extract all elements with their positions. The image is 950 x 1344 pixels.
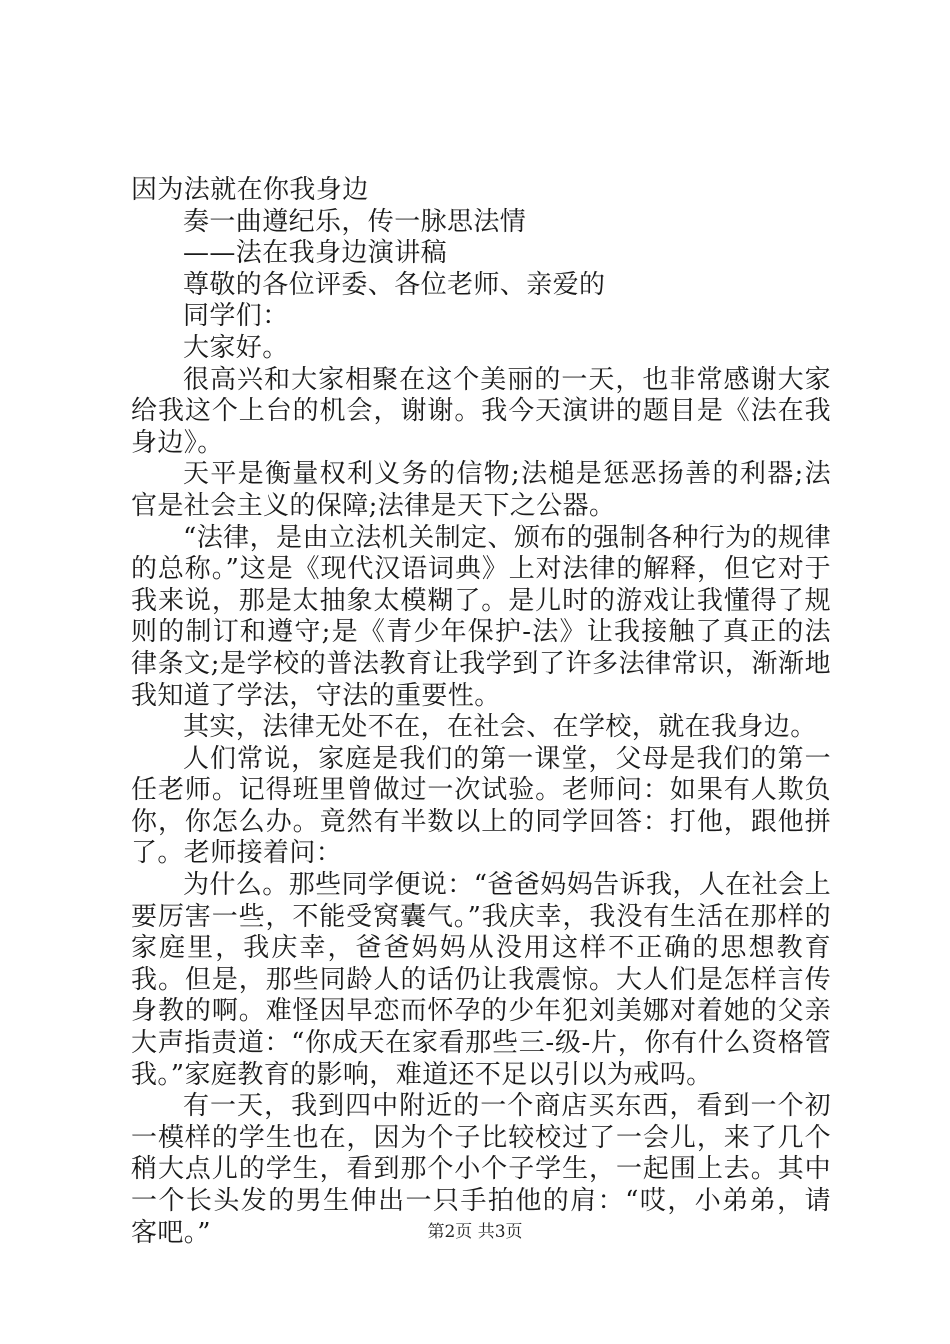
paragraph-2: 奏一曲遵纪乐，传一脉思法情	[183, 206, 527, 237]
page-footer: 第2页 共3页	[427, 1222, 523, 1242]
paragraph-3: ——法在我身边演讲稿	[183, 238, 448, 269]
paragraph-8: 天平是衡量权利义务的信物;法槌是惩恶扬善的利器;法官是社会主义的保障;法律是天下之公器。	[131, 459, 831, 521]
paragraph-1: 因为法就在你我身边	[131, 175, 369, 205]
paragraph-7: 很高兴和大家相聚在这个美丽的一天，也非常感谢大家给我这个上台的机会，谢谢。我今天演讲的题目是《法在我身边》。	[131, 364, 831, 458]
paragraph-10: 其实，法律无处不在，在社会、在学校，就在我身边。	[183, 712, 817, 743]
paragraph-6: 大家好。	[183, 332, 289, 363]
document-body	[131, 175, 831, 1249]
paragraph-9: “法律，是由立法机关制定、颁布的强制各种行为的规律的总称。”这是《现代汉语词典》上对法律的解释，但它对于我来说，那是太抽象太模糊了。是儿时的游戏让我懂得了规则的制订和遵守;是《青少年保护-法》让我接触了真正的法律条文;是学校的普法教育让我学到了许多法律常识，渐渐地我知道了学法，守法的重要性。	[131, 522, 831, 711]
paragraph-12: 为什么。那些同学便说：“爸爸妈妈告诉我，人在社会上要厉害一些，不能受窝囊气。”我庆幸，我没有生活在那样的家庭里，我庆幸，爸爸妈妈从没用这样不正确的思想教育我。但是，那些同龄人的话仍让我震惊。大人们是怎样言传身教的啊。难怪因早恋而怀孕的少年犯刘美娜对着她的父亲大声指责道：“你成天在家看那些三-级-片，你有什么资格管我。”家庭教育的影响，难道还不足以引以为戒吗。	[131, 870, 831, 1090]
paragraph-13: 有一天，我到四中附近的一个商店买东西，看到一个初一模样的学生也在，因为个子比较校过了一会儿，来了几个稍大点儿的学生，看到那个小个子学生，一起围上去。其中一个长头发的男生伸出一只手拍他的肩：“哎，小弟弟，请客吧。”	[131, 1091, 831, 1248]
paragraph-5: 同学们：	[183, 301, 289, 332]
paragraph-11: 人们常说，家庭是我们的第一课堂，父母是我们的第一任老师。记得班里曾做过一次试验。老师问：如果有人欺负你，你怎么办。竟然有半数以上的同学回答：打他，跟他拼了。老师接着问：	[131, 743, 831, 869]
paragraph-4: 尊敬的各位评委、各位老师、亲爱的	[183, 269, 606, 300]
